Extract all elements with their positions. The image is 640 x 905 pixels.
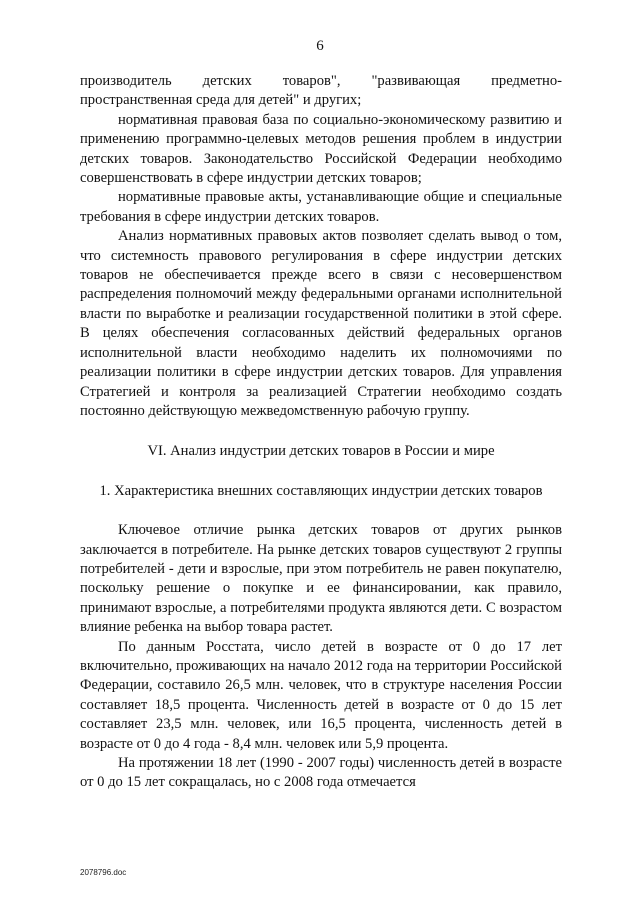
paragraph-consumer: Ключевое отличие рынка детских товаров от других рынков заключается в потребителе. На рынке детских товаров существуют 2 группы потребителей - дети и взрослые, при этом потребитель не равен покупателю, поскольку решение о покупке и ее финансировании, как правило, принимают взрослые, а потребителями продукта являются дети. С возрастом влияние ребенка на выбор товара растет. <box>80 522 562 636</box>
subsection-heading: 1. Характеристика внешних составляющих индустрии детских товаров <box>99 482 543 499</box>
paragraph-rosstat: По данным Росстата, число детей в возрасте от 0 до 17 лет включительно, проживающих на начало 2012 года на территории Российской Федерации, составило 26,5 млн. человек, что в структуре населения России составляет 18,5 процента. Численность детей в возрасте от 0 до 15 лет составляет 23,5 млн. человек, или 16,5 процента, численность детей в возрасте от 0 до 4 года - 8,4 млн. человек или 5,9 процента. <box>80 638 562 752</box>
page-number: 6 <box>316 38 324 54</box>
paragraph-list-continuation: производитель детских товаров", "развивающая предметно-пространственная среда для детей" и других; <box>80 73 562 109</box>
body-text <box>80 72 562 793</box>
paragraph-legal-base: нормативная правовая база по социально-экономическому развитию и применению программно-целевых методов решения проблем в индустрии детских товаров. Законодательство Российской Федерации необходимо совершенствовать в сфере индустрии детских товаров; <box>80 111 562 187</box>
paragraph-dynamics: На протяжении 18 лет (1990 - 2007 годы) численность детей в возрасте от 0 до 15 лет сокращалась, но с 2008 года отмечается <box>80 755 562 791</box>
paragraph-analysis: Анализ нормативных правовых актов позволяет сделать вывод о том, что системность правового регулирования в сфере индустрии детских товаров не обеспечивается прежде всего в связи с несовершенством распределения полномочий между федеральными органами исполнительной власти по выработке и реализации государственной политики в этой сфере. В целях обеспечения согласованных действий федеральных органов исполнительной власти необходимо наделить их полномочиями по реализации политики в сфере индустрии детских товаров. Для управления Стратегией и контроля за реализацией Стратегии необходимо создать постоянно действующую межведомственную рабочую группу. <box>80 228 562 419</box>
paragraph-normative-acts: нормативные правовые акты, устанавливающие общие и специальные требования в сфере индустрии детских товаров. <box>80 189 562 225</box>
section-heading: VI. Анализ индустрии детских товаров в России и мире <box>147 443 495 460</box>
footer-filename: 2078796.doc <box>80 868 127 877</box>
